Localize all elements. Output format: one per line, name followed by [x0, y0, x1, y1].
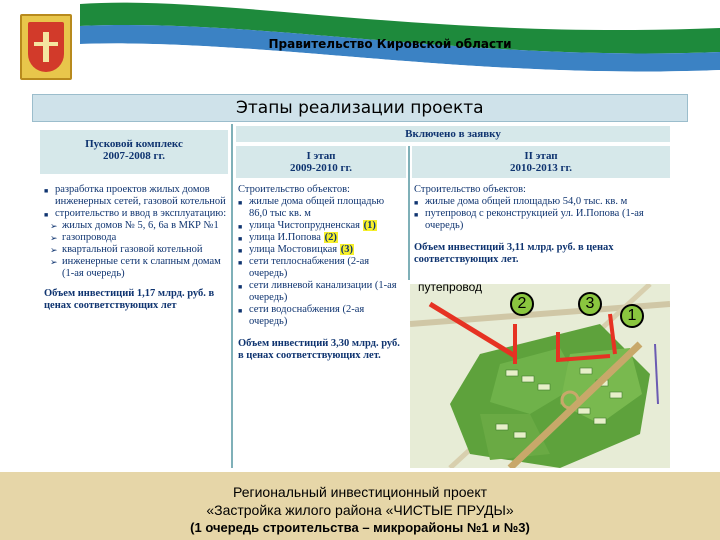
stage2-body — [414, 184, 670, 266]
stage1-item-text: жилые дома общей площадью 86,0 тыс кв. м — [249, 196, 385, 219]
stage1-item — [238, 304, 404, 328]
stage2-period: 2010-2013 гг. — [510, 162, 572, 174]
stage1-item — [238, 220, 404, 232]
coat-of-arms-icon — [20, 14, 72, 80]
stage2-intro: Строительство объектов: — [414, 184, 526, 195]
stage1-item — [238, 244, 404, 256]
government-title: Правительство Кировской области — [268, 37, 512, 51]
launch-complex-item: ➢ инженерные сети к слапным домам (1-ая очередь) — [44, 256, 228, 280]
footer-line-2: «Застройка жилого района «ЧИСТЫЕ ПРУДЫ» — [206, 502, 514, 518]
stage1-item — [238, 280, 404, 304]
launch-complex-body — [44, 184, 228, 312]
launch-complex-item: ➢ квартальной газовой котельной — [44, 244, 228, 256]
stage2-header — [412, 146, 670, 178]
included-title: Включено в заявку — [405, 128, 501, 140]
stage1-item-text: улица Чистопрудненская — [249, 220, 361, 231]
stage1-item-text: сети ливневой канализации (1-ая очередь) — [249, 280, 397, 303]
stage2-investment: Объем инвестиций 3,11 млрд. руб. в ценах соответствующих лет. — [414, 242, 614, 265]
launch-complex-item: ➢ газопровода — [44, 232, 228, 244]
street-number-tag: (1) — [363, 220, 376, 231]
stage1-item-text: улица Мостовицкая — [249, 244, 338, 255]
map-marker-2: 2 — [510, 292, 534, 316]
launch-complex-period: 2007-2008 гг. — [103, 150, 165, 162]
footer-line-3: (1 очередь строительства – микрорайоны №1 и №3) — [190, 520, 530, 535]
stage1-period: 2009-2010 гг. — [290, 162, 352, 174]
stage1-item — [238, 232, 404, 244]
stage1-item-text: сети водоснабжения (2-ая очередь) — [249, 304, 365, 327]
launch-complex-item: ■ разработка проектов жилых домов инженерных сетей, газовой котельной — [44, 184, 228, 208]
launch-complex-title: Пусковой комплекс — [85, 138, 183, 150]
launch-complex-item: ➢ жилых домов № 5, 6, 6а в МКР №1 — [44, 220, 228, 232]
stage2-item: ■ путепровод с реконструкцией ул. И.Попова (1-ая очередь) — [414, 208, 670, 232]
stage2-item: ■ жилые дома общей площадью 54,0 тыс. кв. м — [414, 196, 670, 208]
stage1-list — [238, 196, 404, 328]
stage1-header — [236, 146, 406, 178]
stage1-item-text: улица И.Попова — [249, 232, 321, 243]
stage2-list — [414, 196, 670, 232]
launch-complex-header — [40, 130, 228, 174]
launch-complex-list — [44, 184, 228, 280]
stage2-title: II этап — [524, 150, 558, 162]
stage1-title: I этап — [306, 150, 336, 162]
street-number-tag: (2) — [324, 232, 337, 243]
launch-complex-item: ■ строительство и ввод в эксплуатацию: — [44, 208, 228, 220]
column-divider — [408, 146, 410, 280]
stage1-investment: Объем инвестиций 3,30 млрд. руб. в ценах соответствующих лет. — [238, 338, 400, 361]
included-header — [236, 126, 670, 142]
stage1-item — [238, 256, 404, 280]
map-marker-3: 3 — [578, 292, 602, 316]
column-divider — [231, 124, 233, 468]
stage1-item-text: сети теплоснабжения (2-ая очередь) — [249, 256, 370, 279]
stage1-intro: Строительство объектов: — [238, 184, 350, 195]
stage1-item — [238, 196, 404, 220]
footer-line-1: Региональный инвестиционный проект — [232, 484, 488, 500]
stage1-body — [238, 184, 404, 362]
overpass-label: путепровод — [418, 280, 483, 294]
map-marker-1: 1 — [620, 304, 644, 328]
street-number-tag: (3) — [340, 244, 354, 255]
page-title: Этапы реализации проекта — [236, 98, 484, 118]
launch-complex-investment: Объем инвестиций 1,17 млрд. руб. в ценах соответствующих лет — [44, 288, 215, 311]
